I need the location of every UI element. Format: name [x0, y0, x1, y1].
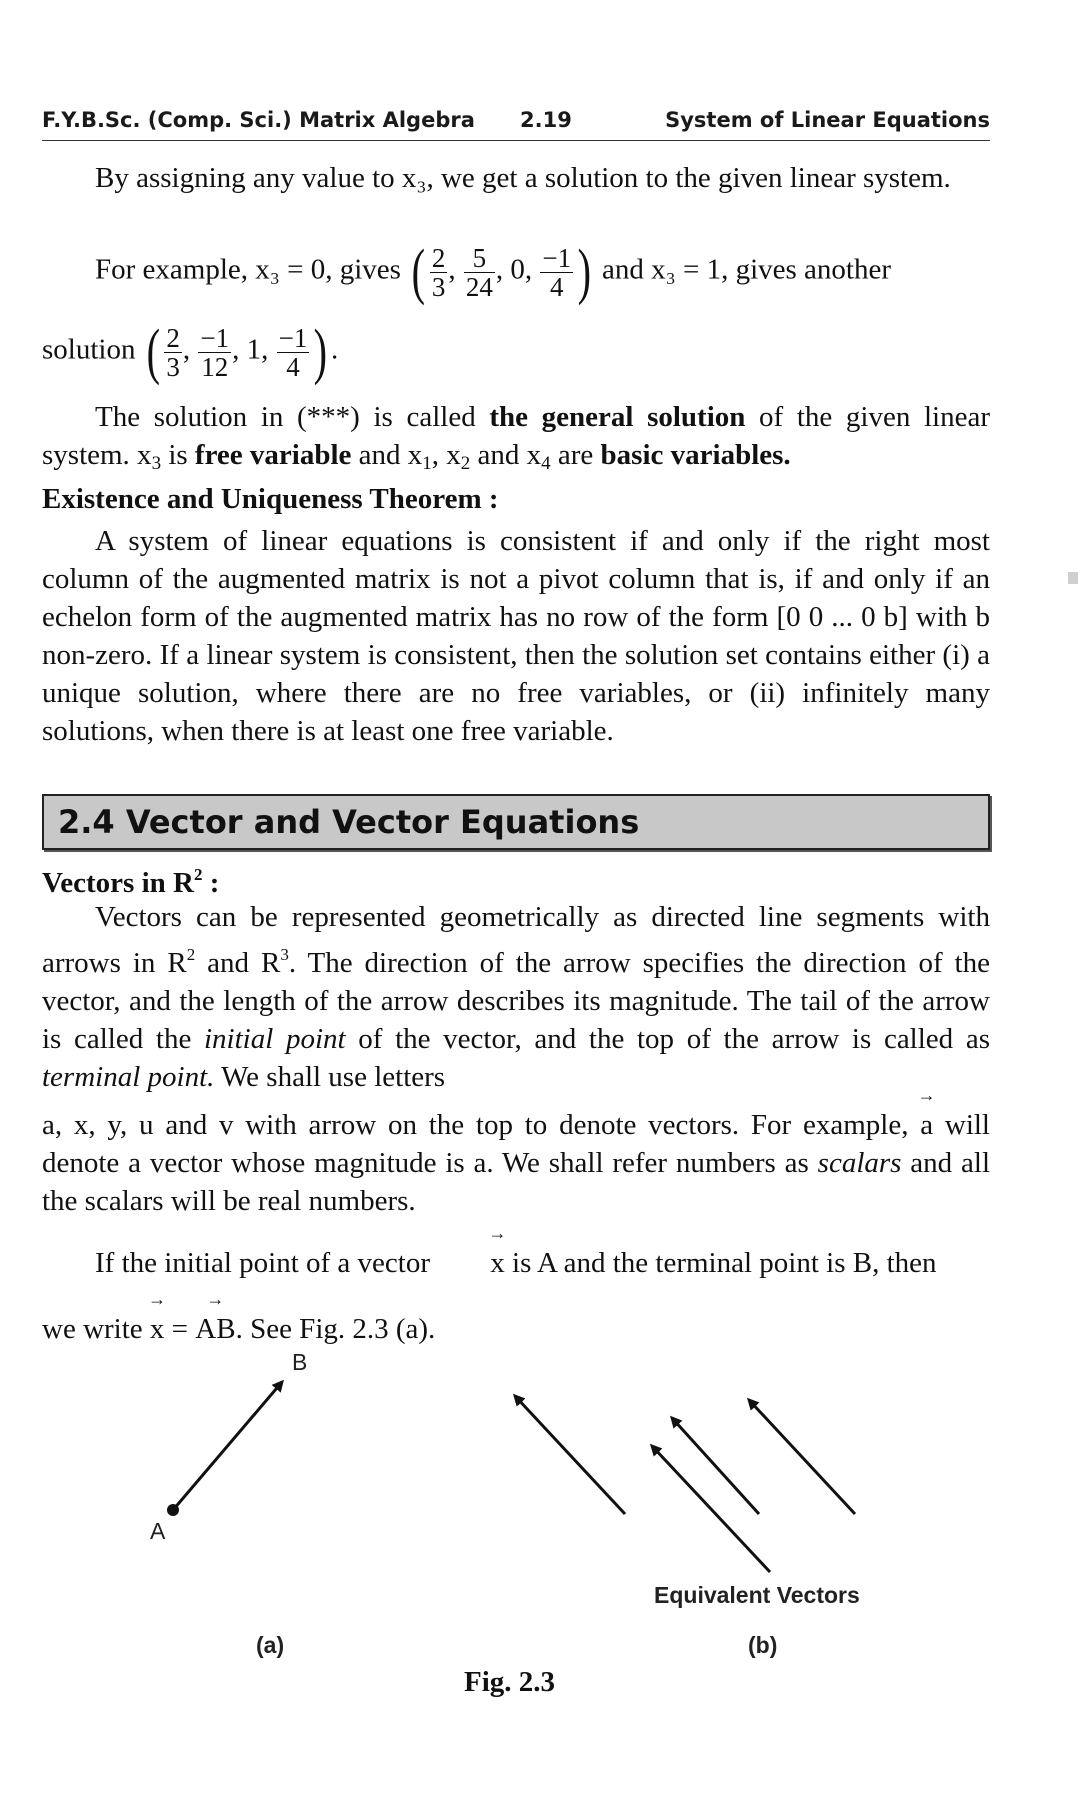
- vectors-heading: Vectors in $R^2$ :: [42, 865, 220, 899]
- equivalent-vector-arrows: [515, 1396, 855, 1572]
- example-tail: and x₃ = 1, gives another: [602, 253, 892, 286]
- vector-a: → a: [920, 1106, 933, 1144]
- running-header: [42, 106, 990, 141]
- solution-lead: solution: [42, 333, 136, 366]
- left-paren: (: [411, 238, 426, 306]
- fraction: $\frac{-1}{4}$: [278, 322, 308, 382]
- example-lead: For example, x₃ = 0, gives: [95, 253, 401, 286]
- right-paren: ): [577, 238, 592, 306]
- header-book-title: F.Y.B.Sc. (Comp. Sci.) Matrix Algebra: [42, 108, 475, 132]
- vector-ab: → AB: [195, 1310, 235, 1348]
- solution-component: 0,: [510, 253, 533, 286]
- equivalent-vector-2: [672, 1418, 759, 1514]
- theorem-text: A system of linear equations is consistent if and only if the right most column of the augmented matrix is not a pivot column that is, if and only if an echelon form of the augmented matrix has no row of the form [0 0 ... 0 b] with b non-zero. If a linear system is consistent, then the solution set contains either (i) a unique solution, where there are no free variables, or (ii) infinitely many solutions, when there is at least one free variable.: [42, 525, 990, 747]
- paragraph-assigning-value: By assigning any value to x₃, we get a solution to the given linear system.: [95, 162, 951, 194]
- fraction: $\frac{2}{3}$: [166, 322, 180, 382]
- paragraph-vectors: Vectors can be represented geometrically as directed line segments with arrows in $R^2$ and $R^3$. The direction of the arrow specifies the direction of the vector, and the length of the arrow describes its magnitude. The tail of the arrow is called the initial point of the vector, and the top of the arrow is called as terminal point. We shall use letters: [42, 901, 990, 1093]
- figure-caption: Fig. 2.3: [464, 1666, 556, 1698]
- equivalent-vector-1: [515, 1396, 625, 1514]
- fraction: $\frac{2}{3}$: [431, 242, 446, 302]
- theorem-heading: Existence and Uniqueness Theorem :: [42, 483, 499, 515]
- header-page-number: 2.19: [520, 108, 572, 132]
- section-heading: 2.4 Vector and Vector Equations: [42, 794, 990, 850]
- initial-point-dot: [167, 1504, 179, 1516]
- equivalent-vector-4: [749, 1400, 855, 1514]
- scroll-indicator[interactable]: [1068, 572, 1078, 584]
- left-paren: (: [146, 318, 160, 386]
- paragraph-vector-notation: a, x, y, u and v with arrow on the top to denote vectors. For example, → a will denote a vector whose magnitude is a. We shall refer numbers as scalars and all the scalars will be real numbers.: [42, 1106, 990, 1220]
- equivalent-vector-3: [652, 1446, 770, 1572]
- point-a-label: A: [150, 1518, 166, 1544]
- paragraph-general-solution: The solution in (***) is called the general solution of the given linear system. $x_3$ is free variable and $x_1$, $x_2$ and $x_4$ are basic variables.: [42, 401, 990, 474]
- equivalent-vectors-label: Equivalent Vectors: [654, 1582, 860, 1608]
- fraction: $\frac{-1}{4}$: [542, 242, 572, 302]
- header-chapter-title: System of Linear Equations: [665, 108, 990, 132]
- example-line: For example, x₃ = 0, gives ( $\frac{2}{3}$ , $\frac{5}{24}$ , 0, $\frac{-1}{4}$ ) and x₃ = 1, gives another: [95, 238, 892, 306]
- subfigure-b-label: (b): [748, 1632, 778, 1658]
- fraction: $\frac{5}{24}$: [465, 242, 493, 302]
- subfigure-a-label: (a): [256, 1632, 285, 1658]
- vector-ab-arrow: [167, 1382, 282, 1516]
- vector-x: → x: [150, 1310, 165, 1348]
- vector-x: → x: [437, 1244, 505, 1282]
- solution-line: solution ( $\frac{2}{3}$ , $\frac{-1}{12}$ , 1, $\frac{-1}{4}$ ) .: [42, 318, 339, 386]
- write-line: we write → x = → AB. See Fig. 2.3 (a).: [42, 1310, 990, 1348]
- solution-component: 1,: [246, 333, 269, 366]
- fraction: $\frac{-1}{12}$: [200, 322, 230, 382]
- paragraph-initial-point: If the initial point of a vector → x is A and the terminal point is B, then: [42, 1244, 990, 1282]
- right-paren: ): [313, 318, 328, 386]
- point-b-label: B: [292, 1349, 308, 1375]
